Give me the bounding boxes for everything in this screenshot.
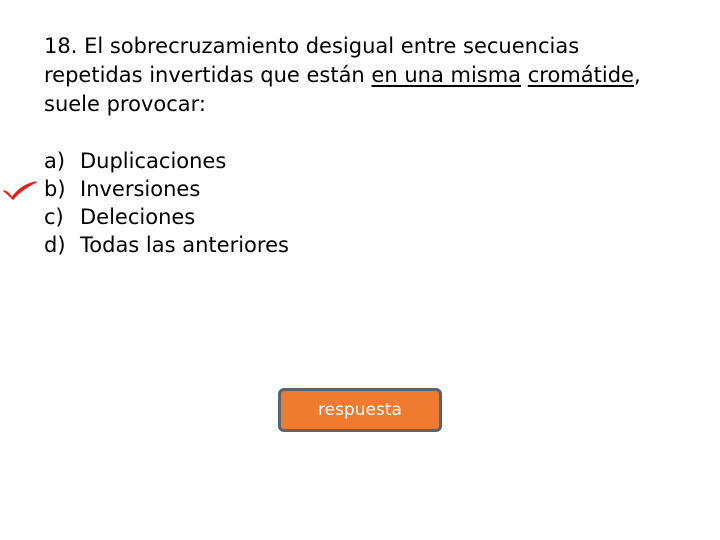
- answer-options: [44, 147, 289, 259]
- option-letter: c): [44, 205, 64, 229]
- option-letter: b): [44, 177, 66, 201]
- option-b: [44, 175, 289, 203]
- question-number: 18.: [44, 34, 78, 58]
- question-text: [44, 32, 684, 119]
- option-text: Duplicaciones: [80, 149, 227, 173]
- question-body-end: , suele provocar:: [44, 63, 641, 116]
- question-underlined-phrase: en una misma: [371, 63, 522, 87]
- option-a: [44, 147, 289, 175]
- check-mark-icon: [2, 180, 38, 200]
- option-text: Inversiones: [80, 177, 201, 201]
- option-text: Todas las anteriores: [80, 233, 289, 257]
- option-c: [44, 203, 289, 231]
- question-underlined-word: cromátide: [527, 63, 634, 87]
- option-letter: d): [44, 233, 66, 257]
- option-text: Deleciones: [80, 205, 196, 229]
- option-d: [44, 231, 289, 259]
- option-letter: a): [44, 149, 66, 173]
- respuesta-button[interactable]: respuesta: [278, 388, 442, 432]
- question-body-start: El sobrecruzamiento desigual entre secuencias repetidas invertidas que están: [44, 34, 580, 87]
